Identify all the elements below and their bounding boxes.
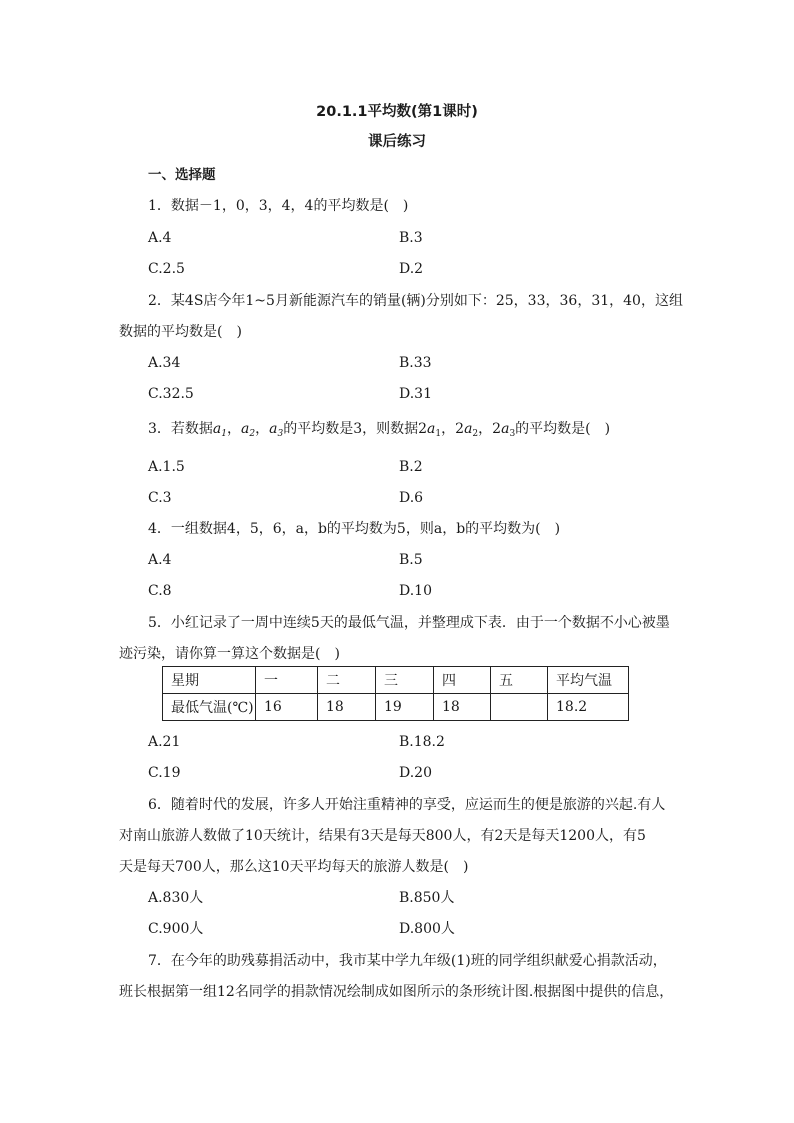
question-6-line-3: 天是每天700人，那么这10天平均每天的旅游人数是( ) xyxy=(119,859,469,875)
question-5-option-d: D.20 xyxy=(399,765,432,781)
table-cell: 四 xyxy=(434,667,491,694)
question-4-option-c: C.8 xyxy=(148,583,172,599)
question-3-option-a: A.1.5 xyxy=(148,459,185,475)
variable-a1: $a_1$ xyxy=(212,421,228,439)
question-4-text: 4．一组数据4，5，6，a，b的平均数为5，则a，b的平均数为( ) xyxy=(148,521,561,537)
question-7-line-1: 7．在今年的助残募捐活动中，我市某中学九年级(1)班的同学组织献爱心捐款活动， xyxy=(148,953,667,969)
question-5-line-1: 5．小红记录了一周中连续5天的最低气温，并整理成下表．由于一个数据不小心被墨 xyxy=(148,615,670,631)
table-cell: 18 xyxy=(318,694,376,721)
question-3-option-c: C.3 xyxy=(148,490,172,506)
question-4-option-b: B.5 xyxy=(399,552,423,568)
variable-a2: $a_2$ xyxy=(241,421,256,439)
question-3-option-b: B.2 xyxy=(399,459,423,475)
question-2-option-a: A.34 xyxy=(148,355,181,371)
variable-a3: $a_3$ xyxy=(269,421,284,439)
expr-2a1: $2a_1$ xyxy=(418,421,442,439)
question-6-option-c: C.900人 xyxy=(148,921,204,937)
question-1-option-b: B.3 xyxy=(399,230,423,246)
question-6-option-d: D.800人 xyxy=(399,921,455,937)
table-cell: 五 xyxy=(491,667,548,694)
table-header-row xyxy=(163,667,629,694)
table-cell: 星期 xyxy=(163,667,256,694)
question-1-text: 1．数据－1，0，3，4，4的平均数是( ) xyxy=(148,198,409,214)
table-cell: 18 xyxy=(434,694,491,721)
table-cell: 一 xyxy=(256,667,318,694)
question-6-option-a: A.830人 xyxy=(148,890,204,906)
question-3-middle: 的平均数是3，则数据 xyxy=(283,421,419,437)
question-3-option-d: D.6 xyxy=(399,490,424,506)
table-cell: 16 xyxy=(256,694,318,721)
table-row xyxy=(163,694,629,721)
question-6-line-1: 6．随着时代的发展，许多人开始注重精神的享受，应运而生的便是旅游的兴起.有人 xyxy=(148,797,666,813)
table-cell: 三 xyxy=(376,667,434,694)
table-cell: 二 xyxy=(318,667,376,694)
question-3-suffix: 的平均数是( ) xyxy=(515,421,611,437)
table-cell: 19 xyxy=(376,694,434,721)
question-4-option-a: A.4 xyxy=(148,552,172,568)
question-2-option-b: B.33 xyxy=(399,355,432,371)
question-1-option-d: D.2 xyxy=(399,261,424,277)
table-cell: 平均气温 xyxy=(548,667,629,694)
question-3-text: 3．若数据$a_1$，$a_2$，$a_3$的平均数是3，则数据$2a_1$，$2a_2$，$2a_3$的平均数是( ) xyxy=(148,421,611,439)
question-4-option-d: D.10 xyxy=(399,583,432,599)
question-1-option-a: A.4 xyxy=(148,230,172,246)
question-7-line-2: 班长根据第一组12名同学的捐款情况绘制成如图所示的条形统计图.根据图中提供的信息， xyxy=(119,984,674,1000)
question-5-option-b: B.18.2 xyxy=(399,734,445,750)
question-2-option-c: C.32.5 xyxy=(148,386,194,402)
table-cell: 最低气温(℃) xyxy=(163,694,256,721)
question-6-line-2: 对南山旅游人数做了10天统计，结果有3天是每天800人，有2天是每天1200人，有5 xyxy=(119,828,646,844)
document-subtitle: 课后练习 xyxy=(368,134,426,150)
question-6-option-b: B.850人 xyxy=(399,890,455,906)
question-5-option-c: C.19 xyxy=(148,765,181,781)
table-cell: 18.2 xyxy=(548,694,629,721)
question-1-option-c: C.2.5 xyxy=(148,261,185,277)
question-3-prefix: 3．若数据 xyxy=(148,421,213,437)
document-title: 20.1.1平均数(第1课时) xyxy=(316,104,478,120)
section-heading: 一、选择题 xyxy=(148,167,216,183)
expr-2a3: $2a_3$ xyxy=(492,421,516,439)
question-5-line-2: 迹污染，请你算一算这个数据是( ) xyxy=(119,646,340,662)
question-2-line-1: 2．某4S店今年1~5月新能源汽车的销量(辆)分别如下：25，33，36，31，40，这组 xyxy=(148,293,683,309)
question-2-option-d: D.31 xyxy=(399,386,432,402)
question-2-line-2: 数据的平均数是( ) xyxy=(119,324,242,340)
question-5-option-a: A.21 xyxy=(148,734,181,750)
temperature-table xyxy=(162,666,629,721)
table-cell-blank xyxy=(491,694,548,721)
expr-2a2: $2a_2$ xyxy=(455,421,479,439)
